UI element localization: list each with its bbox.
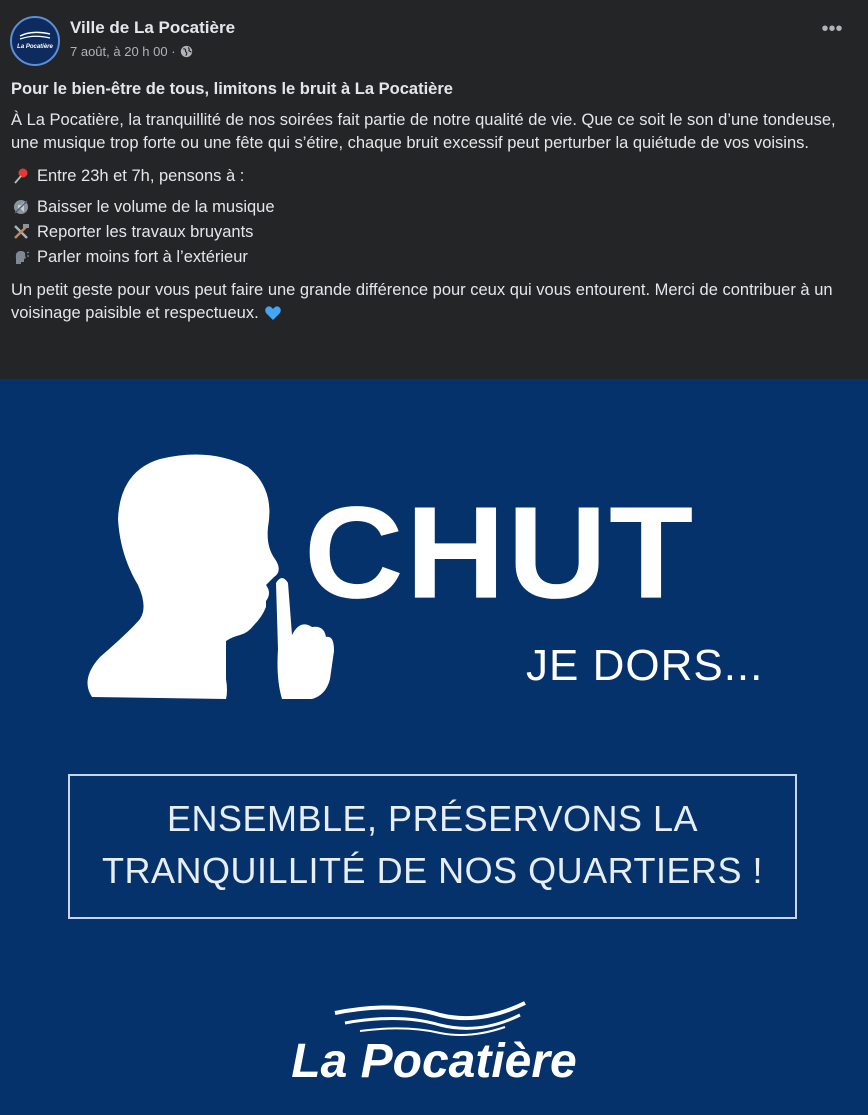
speaker-icon [11,198,31,218]
box-line-1: ENSEMBLE, PRÉSERVONS LA [166,798,699,839]
avatar-logo-icon [12,18,58,64]
blue-heart-icon [263,304,283,324]
post-header [10,14,858,66]
speaking-head-icon [11,248,31,268]
je-dors-subtitle: JE DORS... [526,641,764,690]
tools-icon [11,223,31,243]
pin-icon [11,167,31,187]
page-avatar[interactable] [10,16,60,66]
list-item-text: Parler moins fort à l’extérieur [37,248,248,266]
pin-line-text: Entre 23h et 7h, pensons à : [37,167,245,185]
chut-title: CHUT [304,479,696,627]
page-name-link[interactable]: Ville de La Pocatière [70,18,236,37]
more-options-button[interactable]: ••• [821,18,843,40]
pin-line [11,164,857,189]
post-date-link[interactable]: 7 août, à 20 h 00 · [70,44,176,59]
box-line-2: TRANQUILLITÉ DE NOS QUARTIERS ! [102,850,763,891]
post-closing [11,279,857,325]
post-headline: Pour le bien-être de tous, limitons le bruit à La Pocatière [11,80,453,98]
list-item [11,245,857,270]
post-body [11,78,857,334]
list-item-text: Baisser le volume de la musique [37,198,275,216]
list-item [11,220,857,245]
list-item [11,195,857,220]
post-intro: À La Pocatière, la tranquillité de nos soirées fait partie de notre qualité de vie. Que ce soit le son d’une tondeuse, une musique trop forte ou une fête qui s’étire, chaque bruit excessif peut perturber la quiétude de vos voisins. [11,111,836,152]
globe-icon[interactable] [180,45,193,58]
post-closing-text: Un petit geste pour vous peut faire une grande différence pour ceux qui vous entourent. Merci de contribuer à un voisinage paisible et respectueux. [11,281,833,322]
post-image[interactable] [0,379,868,1115]
avatar-text: La Pocatière [17,44,53,50]
list-item-text: Reporter les travaux bruyants [37,223,254,241]
message-box [68,774,797,919]
brand-logo-text: La Pocatière [291,1035,577,1088]
post-meta [70,44,193,59]
